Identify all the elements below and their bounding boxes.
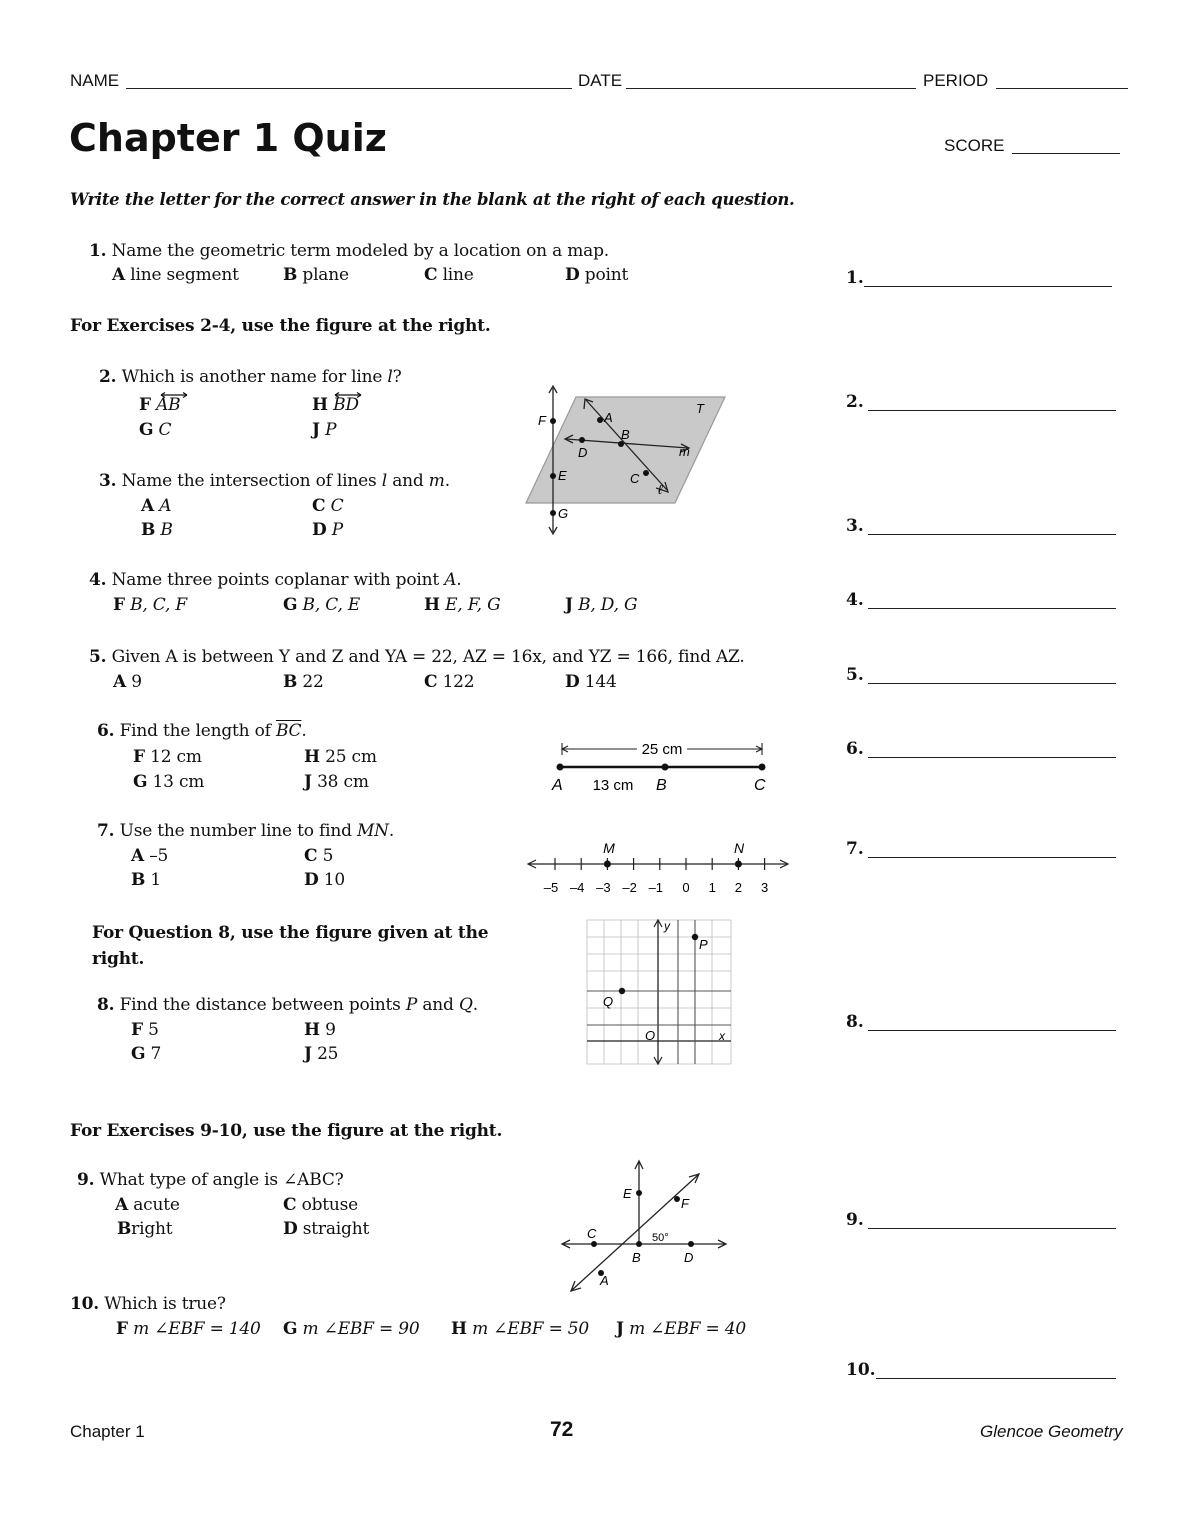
choice: J B, D, G [565,595,638,615]
answer-label: 6. [846,739,864,759]
choice: Bright [117,1219,173,1239]
fig-label: A [604,410,613,425]
line-arrow-icon [334,390,364,400]
choice: H 25 cm [304,747,377,767]
answer-blank-6[interactable] [868,757,1116,758]
question-10-stem: 10. Which is true? [70,1294,226,1314]
choice: J 25 [304,1044,339,1064]
point-p [692,934,698,940]
choice: F 12 cm [133,747,202,767]
fig-label: T [696,401,704,416]
point-c [759,764,766,771]
point-m [604,861,611,868]
question-7-stem: 7. Use the number line to find MN. [97,821,395,841]
fig-label: C [630,471,640,486]
choice: F B, C, F [113,595,187,615]
answer-blank-10[interactable] [876,1378,1116,1379]
answer-label: 2. [846,392,864,412]
page-title: Chapter 1 Quiz [69,116,387,160]
answer-label: 8. [846,1012,864,1032]
instructions: Write the letter for the correct answer in the blank at the right of each question. [70,190,795,209]
question-8-stem: 8. Find the distance between points P and Q. [97,995,478,1015]
point-g [550,510,556,516]
tick-label: 0 [682,880,690,895]
answer-label: 7. [846,839,864,859]
score-label: SCORE [944,136,1005,155]
answer-label: 5. [846,665,864,685]
fig-label: G [558,506,569,521]
point-q [619,988,625,994]
choice: A line segment [112,265,239,285]
fig-label: ℓ [658,482,663,497]
point-a [597,417,603,423]
answer-label: 9. [846,1210,864,1230]
date-field[interactable] [626,88,916,89]
choice: F AB [139,395,181,415]
choice: C line [424,265,474,285]
point-e [636,1190,642,1196]
fig-label: O [645,1028,656,1043]
point-f [674,1196,680,1202]
answer-blank-7[interactable] [868,857,1116,858]
point-b [636,1241,642,1247]
choice: J P [312,420,337,440]
answer-blank-2[interactable] [868,410,1116,411]
period-field[interactable] [996,88,1128,89]
choice: C 5 [304,846,334,866]
fig-label: D [684,1250,694,1265]
fig-label: B [621,427,630,442]
choice: B 1 [131,870,162,890]
fig-label: D [578,445,588,460]
fig-label: y [664,919,670,933]
angle-figure [555,1158,735,1298]
answer-label: 4. [846,590,864,610]
footer-book: Glencoe Geometry [980,1422,1123,1441]
answer-blank-8[interactable] [868,1030,1116,1031]
tick-label: 3 [760,880,769,895]
score-field[interactable] [1012,153,1120,154]
fig-label: 50° [652,1232,669,1244]
page-number: 72 [550,1418,574,1441]
fig-label: B [632,1250,641,1265]
choice: A A [141,496,172,516]
answer-blank-1[interactable] [864,286,1112,287]
question-1-stem: 1. Name the geometric term modeled by a location on a map. [89,241,610,261]
choice: B B [141,520,173,540]
choice: B plane [283,265,349,285]
choice: H BD [312,395,359,415]
footer-chapter: Chapter 1 [70,1422,145,1441]
choice: J 38 cm [304,772,369,792]
number-line-figure [525,836,793,900]
choice: C C [312,496,344,516]
fig-label: B [656,777,667,794]
point-c [591,1241,597,1247]
choice: D 144 [565,672,617,692]
question-3-stem: 3. Name the intersection of lines l and m. [99,471,450,491]
section-heading: For Exercises 2-4, use the figure at the right. [70,316,491,336]
fig-label: 25 cm [641,741,683,758]
fig-label: F [538,413,546,428]
fig-label: E [623,1186,632,1201]
point-f [550,418,556,424]
question-9-stem: 9. What type of angle is ∠ABC? [77,1170,344,1190]
point-d [579,437,585,443]
choice: D straight [283,1219,370,1239]
choice: D P [312,520,344,540]
point-a [557,764,564,771]
tick-label: 1 [708,880,716,895]
fig-label: F [681,1196,689,1211]
fig-label: x [719,1029,725,1043]
answer-label: 1. [846,268,864,288]
tick-label: –2 [622,880,637,895]
choice: A acute [115,1195,180,1215]
question-5-stem: 5. Given A is between Y and Z and YA = 22, AZ = 16x, and YZ = 166, find AZ. [89,647,745,667]
question-4-stem: 4. Name three points coplanar with point A. [89,570,462,590]
choice: G 13 cm [133,772,205,792]
choice: G 7 [131,1044,162,1064]
question-6-stem: 6. Find the length of $\overline{BC}$. [97,721,307,741]
choice: F 5 [131,1020,159,1040]
answer-blank-4[interactable] [868,608,1116,609]
plane-figure [520,380,740,540]
choice: C obtuse [283,1195,359,1215]
fig-label: P [699,937,708,952]
coordinate-grid-figure [585,918,735,1068]
fig-label: A [552,777,563,794]
name-label: NAME [70,71,120,90]
tick-label: –1 [648,880,664,895]
choice: D 10 [304,870,345,890]
section-heading: For Question 8, use the figure given at the right. [92,923,489,969]
choice: H m ∠EBF = 50 [451,1319,590,1339]
fig-label: M [603,840,615,856]
tick-label: –3 [596,880,611,895]
answer-label: 3. [846,516,864,536]
point-b [662,764,669,771]
choice: G m ∠EBF = 90 [283,1319,420,1339]
answer-label: 10. [846,1360,876,1380]
segment-figure [545,738,775,798]
choice: J m ∠EBF = 40 [616,1319,747,1339]
point-d [688,1241,694,1247]
choice: A –5 [131,846,169,866]
date-label: DATE [578,71,623,90]
fig-label: A [600,1273,609,1288]
choice: A 9 [113,672,142,692]
fig-label: C [754,777,766,794]
choice: F m ∠EBF = 140 [116,1319,261,1339]
choice: D point [565,265,629,285]
choice: H 9 [304,1020,336,1040]
choice: C 122 [424,672,475,692]
point-n [735,861,742,868]
question-2-stem: 2. Which is another name for line l? [99,367,402,387]
point-e [550,473,556,479]
choice: G B, C, E [283,595,361,615]
fig-label: m [679,444,690,459]
fig-label: Q [603,994,614,1009]
section-heading: For Exercises 9-10, use the figure at the right. [70,1121,503,1141]
answer-blank-5[interactable] [868,683,1116,684]
tick-label: –4 [569,880,585,895]
answer-blank-3[interactable] [868,534,1116,535]
name-field[interactable] [126,88,572,89]
choice: H E, F, G [424,595,501,615]
fig-label: N [733,840,745,856]
choice: B 22 [283,672,324,692]
tick-label: –5 [543,880,559,895]
fig-label: C [587,1226,597,1241]
line-arrow-icon [160,390,190,400]
choice: G C [139,420,172,440]
answer-blank-9[interactable] [868,1228,1116,1229]
tick-label: 2 [734,880,743,895]
fig-label: E [558,468,567,483]
fig-label: 13 cm [592,777,634,794]
point-c [643,470,649,476]
period-label: PERIOD [923,71,989,90]
